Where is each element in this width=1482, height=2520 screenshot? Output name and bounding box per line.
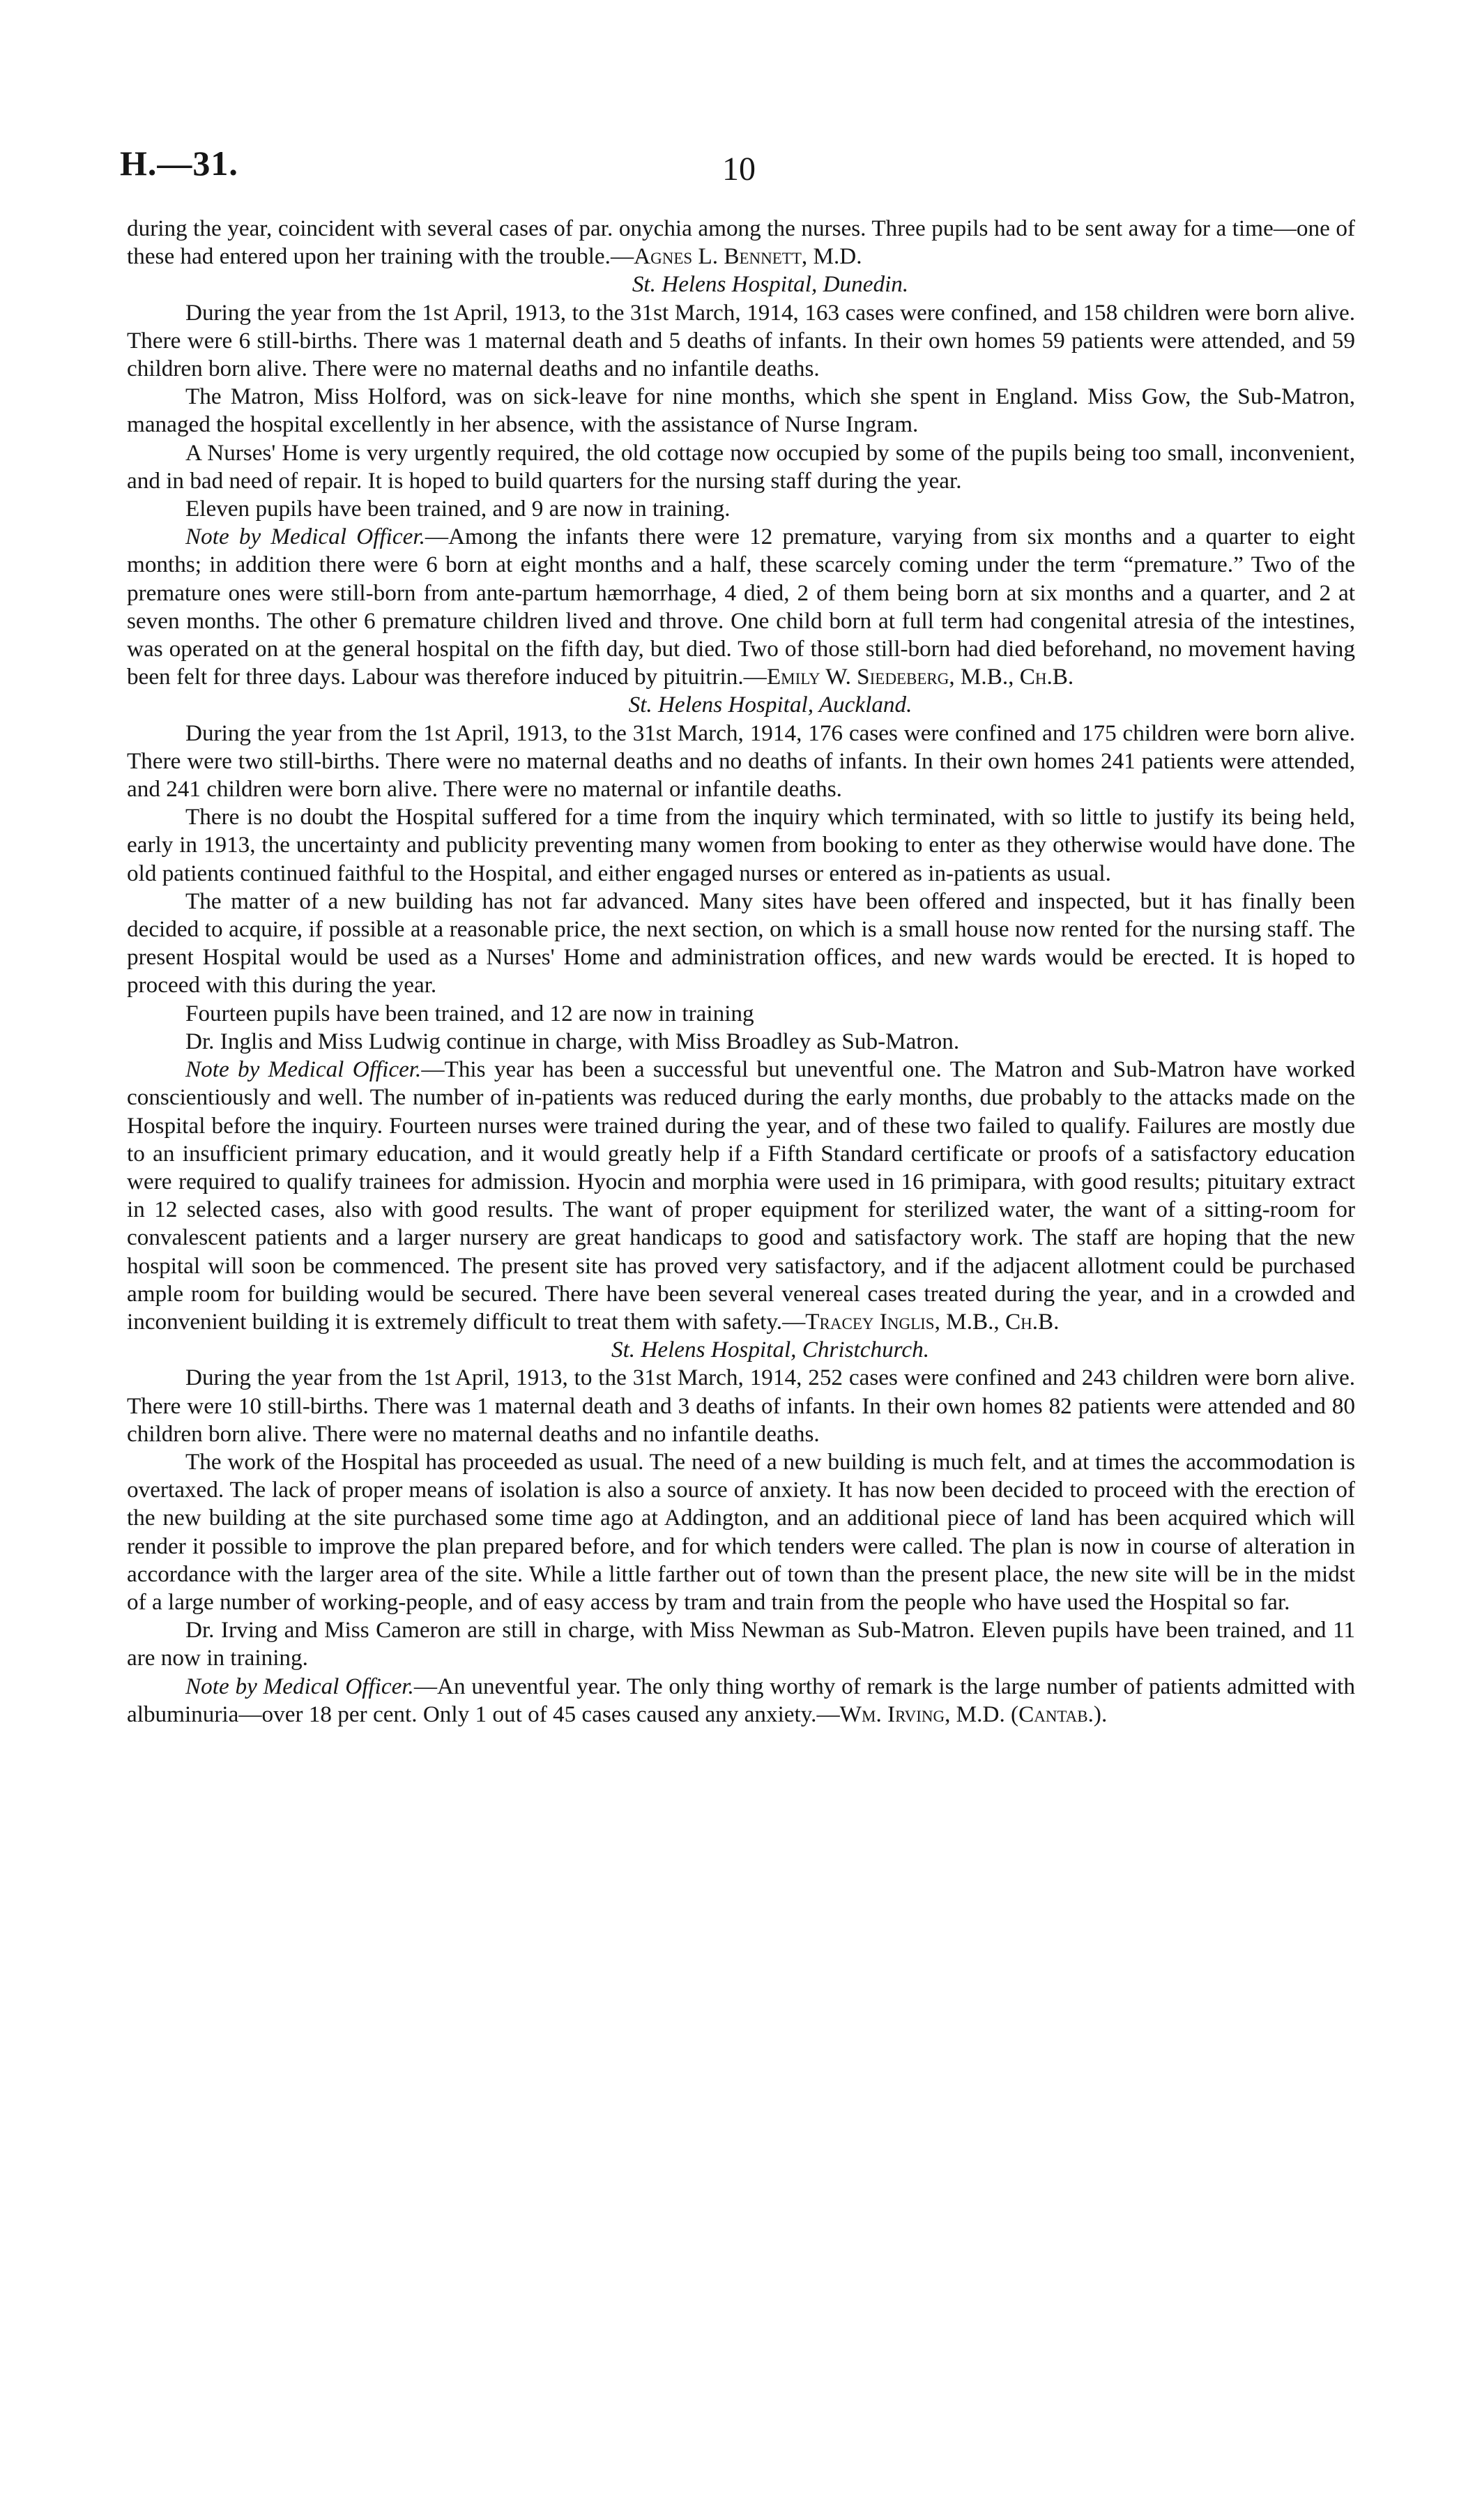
body-paragraph: during the year, coincident with several cases of par. onychia among the nurses. Three pupils had to be sent away for a time—one of these had entered upon her training with the trouble.—Agnes L. Bennett, M.D. (127, 215, 1355, 270)
body-paragraph: The work of the Hospital has proceeded as usual. The need of a new building is much felt, and at times the accommodation is overtaxed. The lack of proper means of isolation is also a source of anxiety. It has now been decided to proceed with the erection of the new building at the site purchased some time ago at Addington, and an additional piece of land has been acquired which will render it possible to improve the plan prepared before, and for which tenders were called. The plan is now in course of alteration in accordance with the larger area of the site. While a little farther out of town than the present place, the new site will be in the midst of a large number of working-people, and of easy access by tram and train from the people who have used the Hospital so far. (127, 1448, 1355, 1615)
signature: Tracey Inglis, M.B., Ch.B. (805, 1308, 1060, 1335)
section-heading-auckland: St. Helens Hospital, Auckland. (628, 692, 912, 718)
body-paragraph: Dr. Irving and Miss Cameron are still in charge, with Miss Newman as Sub-Matron. Eleven pupils have been trained, and 11 are now in training. (127, 1617, 1355, 1671)
body-paragraph: Eleven pupils have been trained, and 9 are now in training. (185, 496, 731, 522)
body-paragraph: Fourteen pupils have been trained, and 12 are now in training (185, 1000, 754, 1026)
body-paragraph: Dr. Inglis and Miss Ludwig continue in charge, with Miss Broadley as Sub-Matron. (185, 1028, 960, 1054)
section-heading-dunedin: St. Helens Hospital, Dunedin. (632, 271, 909, 298)
body-paragraph: A Nurses' Home is very urgently required, the old cottage now occupied by some of the pupils being too small, inconvenient, and in bad need of repair. It is hoped to build quarters for the nursing staff during the year. (127, 439, 1355, 494)
body-paragraph: There is no doubt the Hospital suffered for a time from the inquiry which terminated, with so little to justify its being held, early in 1913, the uncertainty and publicity preventing many women from booking to enter as they otherwise would have done. The old patients continued faithful to the Hospital, and either engaged nurses or entered as in-patients as usual. (127, 804, 1355, 886)
note-lead: Note by Medical Officer. (185, 1056, 422, 1083)
body-paragraph: During the year from the 1st April, 1913, to the 31st March, 1914, 176 cases were confined and 175 children were born alive. There were two still-births. There were no maternal deaths and no deaths of infants. In their own homes 241 patients were attended, and 241 children were born alive. There were no maternal or infantile deaths. (127, 720, 1355, 803)
body-paragraph: The Matron, Miss Holford, was on sick-leave for nine months, which she spent in England. Miss Gow, the Sub-Matron, managed the hospital excellently in her absence, with the assistance of Nurse Ingram. (127, 384, 1355, 438)
medical-officer-note: Note by Medical Officer.—An uneventful year. The only thing worthy of remark is the large number of patients admitted with albuminuria—over 18 per cent. Only 1 out of 45 cases caused any anxiety.—Wm. Irving, M.D. (Cantab.). (127, 1673, 1355, 1727)
document-body (127, 215, 1355, 1729)
signature: Emily W. Siedeberg, M.B., Ch.B. (766, 664, 1074, 690)
document-reference: H.—31. (120, 144, 238, 183)
medical-officer-note: Note by Medical Officer.—Among the infants there were 12 premature, varying from six months and a quarter to eight months; in addition there were 6 born at eight months and a half, these scarcely coming under the term “premature.” Two of the premature ones were still-born from ante-partum hæmorrhage, 4 died, 2 of them being born at six months and a quarter, and 2 at seven months. The other 6 premature children lived and throve. One child born at full term had congenital atresia of the intestines, was operated on at the general hospital on the fifth day, but died. Two of those still-born had died beforehand, no movement having been felt for three days. Labour was therefore induced by pituitrin.—Emily W. Siedeberg, M.B., Ch.B. (127, 524, 1355, 690)
section-heading-christchurch: St. Helens Hospital, Christchurch. (611, 1337, 929, 1363)
signature: Agnes L. Bennett, M.D. (634, 243, 862, 270)
body-paragraph: During the year from the 1st April, 1913, to the 31st March, 1914, 163 cases were confined, and 158 children were born alive. There were 6 still-births. There was 1 maternal death and 5 deaths of infants. In their own homes 59 patients were attended, and 59 children born alive. There were no maternal deaths and no infantile deaths. (127, 299, 1355, 382)
note-lead: Note by Medical Officer. (185, 1673, 414, 1699)
body-paragraph: During the year from the 1st April, 1913, to the 31st March, 1914, 252 cases were confined and 243 children were born alive. There were 10 still-births. There was 1 maternal death and 3 deaths of infants. In their own homes 82 patients were attended and 80 children born alive. There were no maternal deaths and no infantile deaths. (127, 1365, 1355, 1447)
body-paragraph: The matter of a new building has not far advanced. Many sites have been offered and inspected, but it has finally been decided to acquire, if possible at a reasonable price, the next section, on which is a small house now rented for the nursing staff. The present Hospital would be used as a Nurses' Home and administration offices, and new wards would be erected. It is hoped to proceed with this during the year. (127, 888, 1355, 999)
signature: Wm. Irving, M.D. (Cantab.). (839, 1701, 1108, 1727)
note-lead: Note by Medical Officer. (185, 524, 425, 550)
page-number: 10 (722, 151, 756, 188)
medical-officer-note: Note by Medical Officer.—This year has been a successful but uneventful one. The Matron and Sub-Matron have worked conscientiously and well. The number of in-patients was reduced during the early months, due probably to the attacks made on the Hospital before the inquiry. Fourteen nurses were trained during the year, and of these two failed to qualify. Failures are mostly due to an insufficient primary education, and it would greatly help if a Fifth Standard certificate or proofs of a satisfactory education were required to qualify trainees for admission. Hyocin and morphia were used in 16 primipara, with good results; pituitary extract in 12 selected cases, also with good results. The want of proper equipment for sterilized water, the want of a sitting-room for convalescent patients and a larger nursery are great handicaps to good and satisfactory work. The staff are hoping that the new hospital will soon be commenced. The present site has proved very satisfactory, and if the adjacent allotment could be purchased ample room for building would be secured. There have been several venereal cases treated during the year, and in a crowded and inconvenient building it is extremely difficult to treat them with safety.—Tracey Inglis, M.B., Ch.B. (127, 1056, 1355, 1335)
